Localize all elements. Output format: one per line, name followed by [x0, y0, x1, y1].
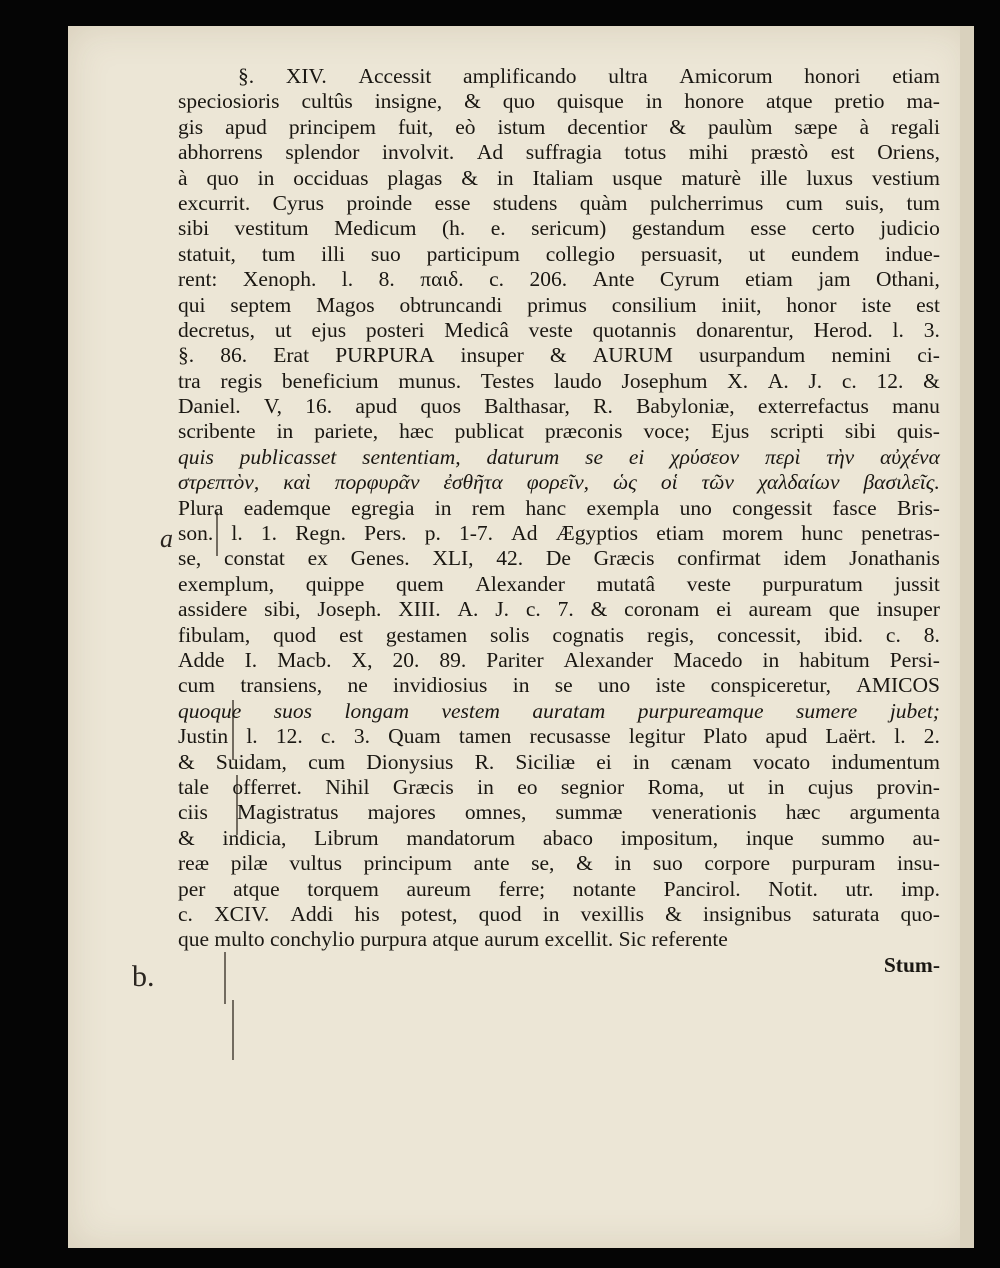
- text-line: quis publicasset sententiam, daturum se ei χρύσεον περὶ τὴν αὐχένα: [178, 444, 940, 469]
- text-line: statuit, tum illi suo participum collegio persuasit, ut eundem indue-: [178, 241, 940, 266]
- text-line: cum transiens, ne invidiosius in se uno iste conspiceretur, AMICOS: [178, 673, 940, 698]
- pencil-mark: [232, 1000, 234, 1060]
- text-line: reæ pilæ vultus principum ante se, & in suo corpore purpuram insu-: [178, 851, 940, 876]
- text-line: quoque suos longam vestem auratam purpureamque sumere jubet;: [178, 698, 940, 723]
- catchword: [178, 953, 940, 978]
- text-line: fibulam, quod est gestamen solis cognatis regis, concessit, ibid. c. 8.: [178, 622, 940, 647]
- margin-note-b: b.: [132, 960, 155, 993]
- text-line: assidere sibi, Joseph. XIII. A. J. c. 7. & coronam ei auream que insuper: [178, 597, 940, 622]
- text-line: qui septem Magos obtruncandi primus consilium iniit, honor iste est: [178, 292, 940, 317]
- text-line: exemplum, quippe quem Alexander mutatâ veste purpuratum jussit: [178, 571, 940, 596]
- text-line: son. l. 1. Regn. Pers. p. 1-7. Ad Ægyptios etiam morem hunc penetras-: [178, 521, 940, 546]
- text-line: tale offerret. Nihil Græcis in eo segnior Roma, ut in cujus provin-: [178, 774, 940, 799]
- text-line: tra regis beneficium munus. Testes laudo Josephum X. A. J. c. 12. &: [178, 368, 940, 393]
- body-text: [178, 64, 940, 978]
- text-line: abhorrens splendor involvit. Ad suffragia totus mihi præstò est Oriens,: [178, 140, 940, 165]
- text-line: à quo in occiduas plagas & in Italiam usque maturè ille luxus vestium: [178, 165, 940, 190]
- catchword-text: Stum-: [883, 952, 940, 977]
- text-line: Adde I. Macb. X, 20. 89. Pariter Alexander Macedo in habitum Persi-: [178, 647, 940, 672]
- text-line: rent: Xenoph. l. 8. παιδ. c. 206. Ante Cyrum etiam jam Othani,: [178, 267, 940, 292]
- text-line: §. 86. Erat PURPURA insuper & AURUM usurpandum nemini ci-: [178, 343, 940, 368]
- text-line: scribente in pariete, hæc publicat præconis voce; Ejus scripti sibi quis-: [178, 419, 940, 444]
- text-line: ciis Magistratus majores omnes, summæ venerationis hæc argumenta: [178, 800, 940, 825]
- text-line: speciosioris cultûs insigne, & quo quisque in honore atque pretio ma-: [178, 89, 940, 114]
- text-line: & indicia, Librum mandatorum abaco impositum, inque summo au-: [178, 825, 940, 850]
- text-line: decretus, ut ejus posteri Medicâ veste quotannis donarentur, Herod. l. 3.: [178, 317, 940, 342]
- margin-note-a: a: [160, 524, 173, 553]
- text-line: gis apud principem fuit, eò istum decentior & paulùm sæpe à regali: [178, 114, 940, 139]
- text-line: que multo conchylio purpura atque aurum excellit. Sic referente: [178, 927, 728, 952]
- text-line: Daniel. V, 16. apud quos Balthasar, R. Babyloniæ, exterrefactus manu: [178, 394, 940, 419]
- text-line: στρεπτὸν, καὶ πορφυρᾶν ἐσθῆτα φορεῖν, ὡς οἱ τῶν χαλδαίων βασιλεῖς.: [178, 470, 940, 495]
- text-line: §. XIV. Accessit amplificando ultra Amicorum honori etiam: [238, 64, 940, 88]
- page-edge: [960, 26, 974, 1248]
- text-line: Justin l. 12. c. 3. Quam tamen recusasse legitur Plato apud Laërt. l. 2.: [178, 724, 940, 749]
- text-line: c. XCIV. Addi his potest, quod in vexillis & insignibus saturata quo-: [178, 901, 940, 926]
- text-line: Plura eademque egregia in rem hanc exempla uno congessit fasce Bris-: [178, 495, 940, 520]
- text-line: per atque torquem aureum ferre; notante Pancirol. Notit. utr. imp.: [178, 876, 940, 901]
- text-line: & Suidam, cum Dionysius R. Siciliæ ei in cænam vocato indumentum: [178, 749, 940, 774]
- text-line: se, constat ex Genes. XLI, 42. De Græcis confirmat idem Jonathanis: [178, 546, 940, 571]
- text-line: excurrit. Cyrus proinde esse studens quàm pulcherrimus cum suis, tum: [178, 190, 940, 215]
- text-line: sibi vestitum Medicum (h. e. sericum) gestandum esse certo judicio: [178, 216, 940, 241]
